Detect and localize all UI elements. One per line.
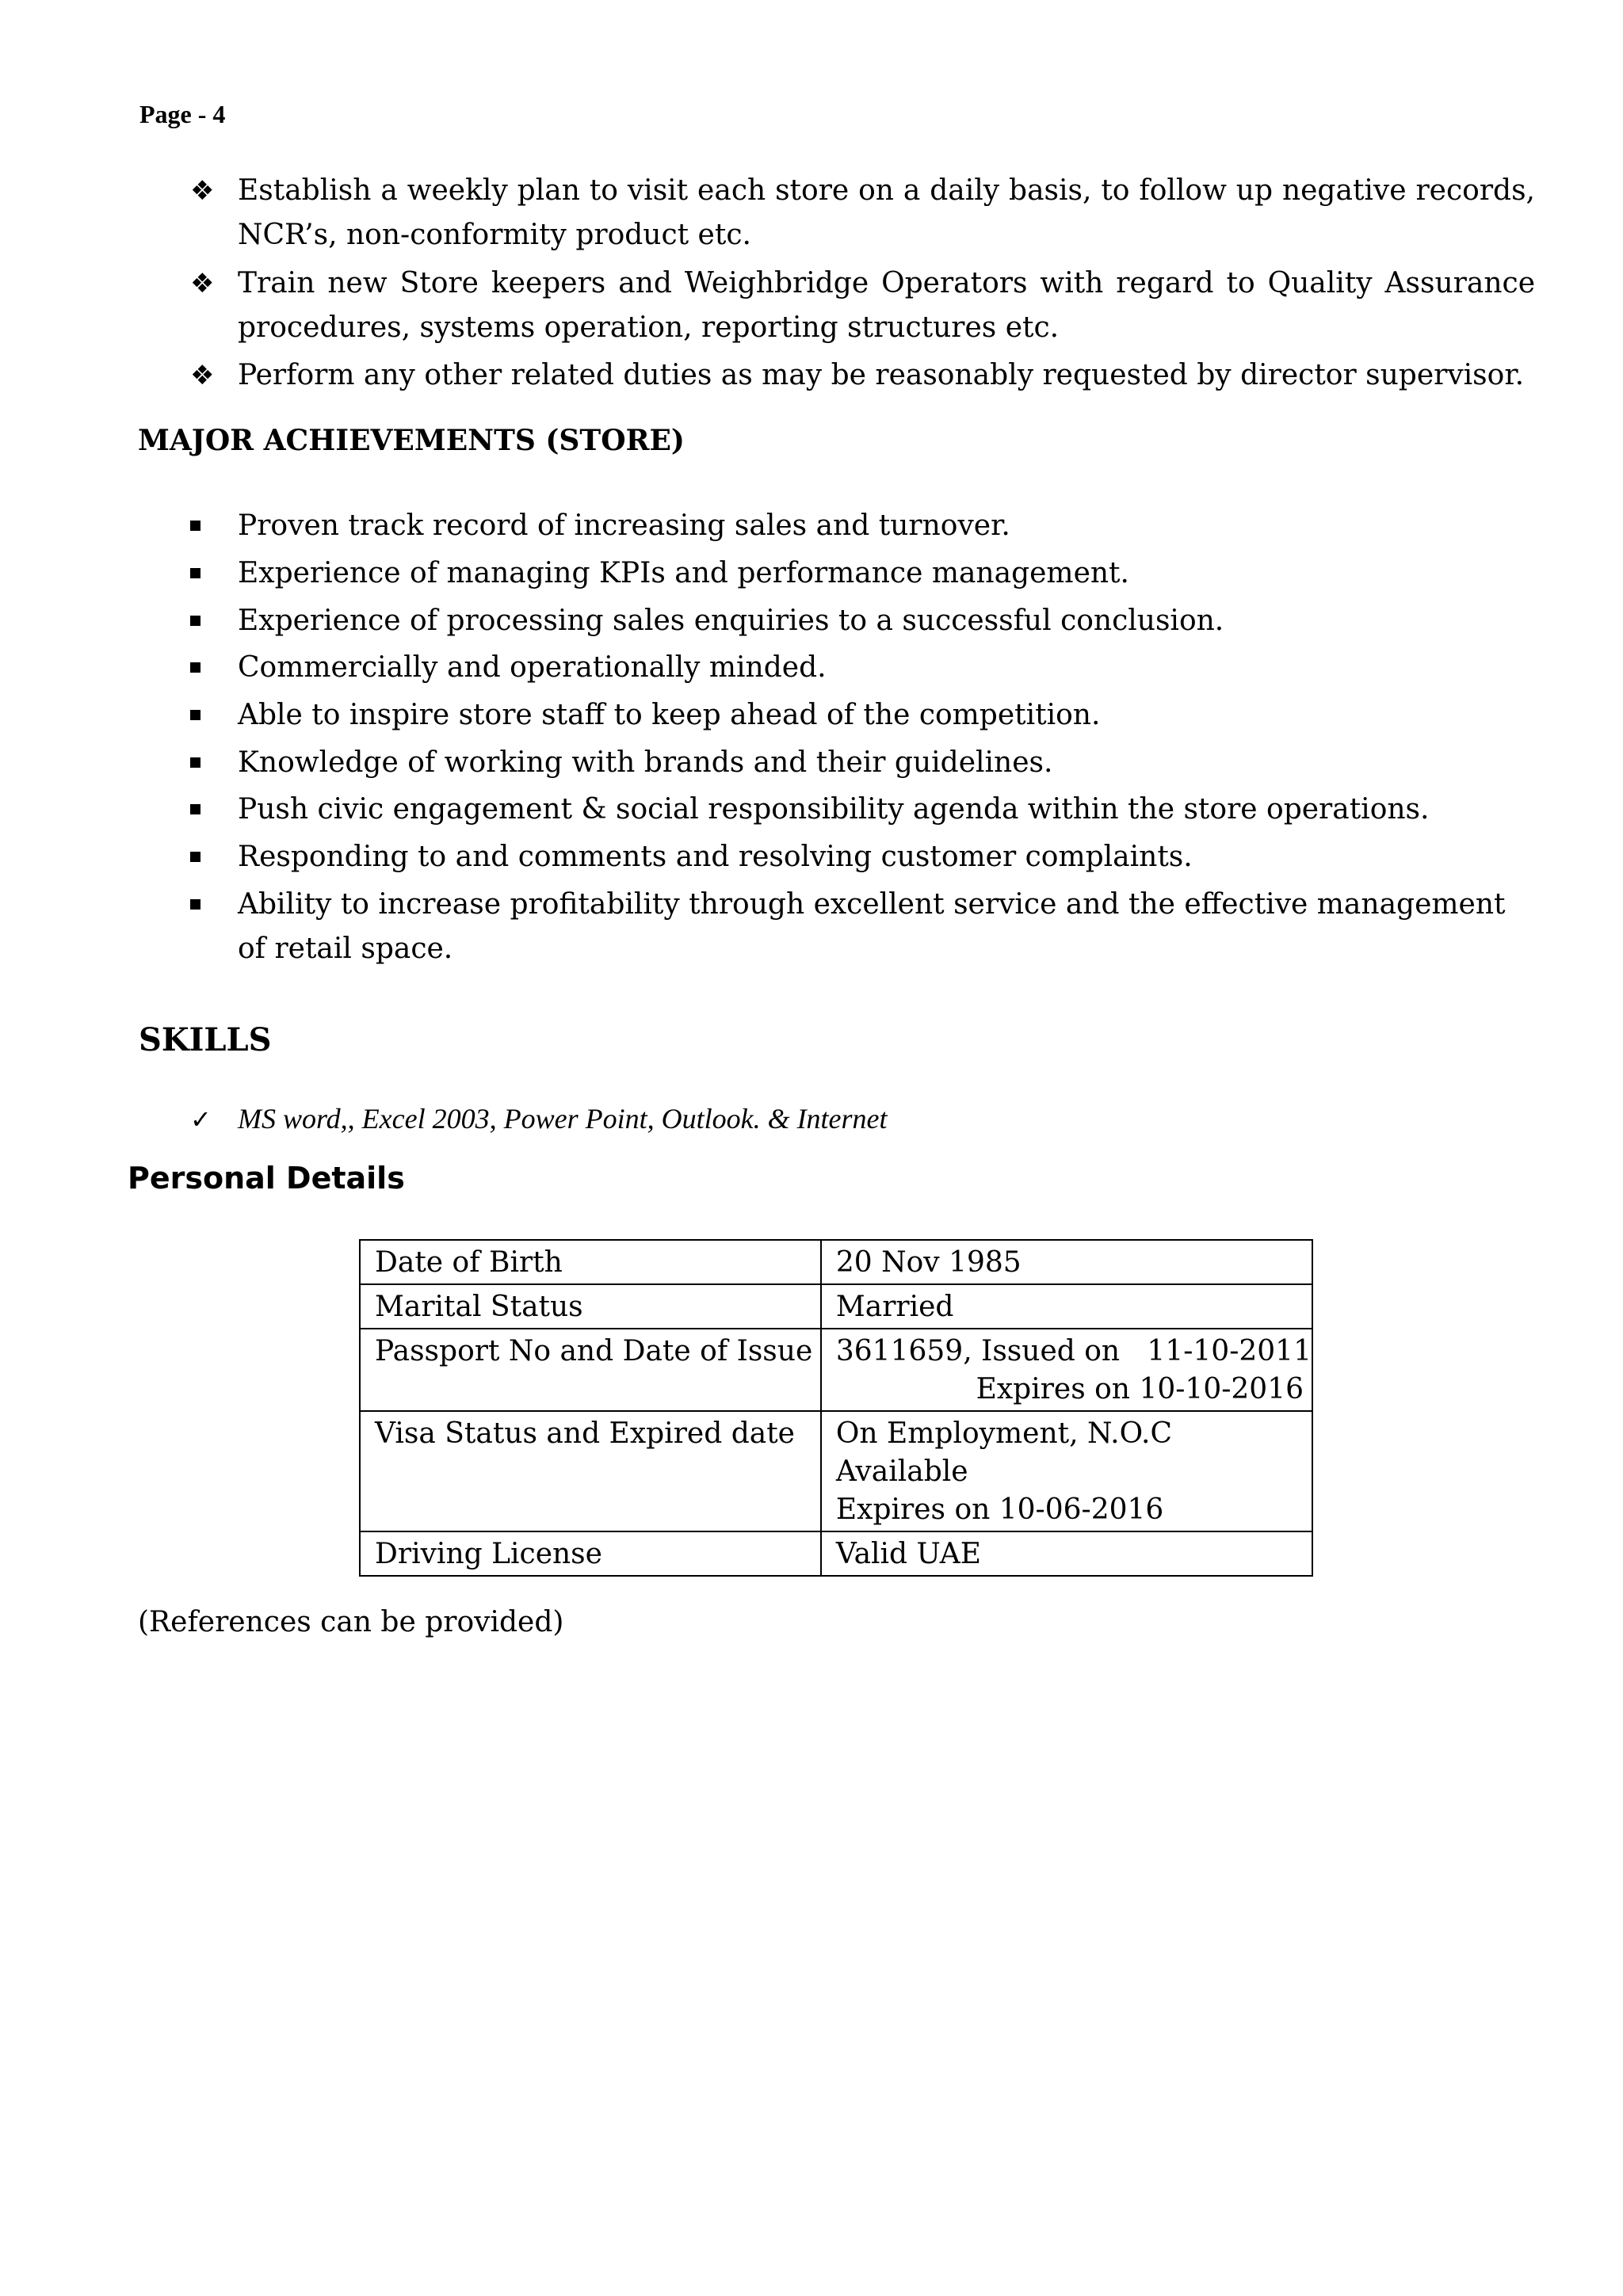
table-row [360, 1240, 1312, 1284]
table-row [360, 1531, 1312, 1576]
row-value: Valid UAE [821, 1531, 1312, 1576]
row-value-secondary: Expires on 10-10-2016 [976, 1373, 1304, 1405]
row-value: 20 Nov 1985 [821, 1240, 1312, 1284]
achievement-text: Able to inspire store staff to keep ahead of the competition. [238, 699, 1101, 731]
personal-details-heading: Personal Details [128, 1161, 405, 1196]
square-bullet-icon [190, 616, 200, 626]
achievement-text: Experience of managing KPIs and performance management. [238, 557, 1129, 589]
square-bullet-icon [190, 710, 200, 720]
achievement-item [190, 551, 1535, 596]
duty-text: Train new Store keepers and Weighbridge Operators with regard to Quality Assurance procedures, systems operation, reporting structures etc. [238, 267, 1535, 344]
row-label: Marital Status [360, 1284, 821, 1329]
page-number: Page - 4 [139, 100, 226, 128]
diamond-bullet-icon: ❖ [190, 360, 215, 391]
diamond-bullet-icon: ❖ [190, 175, 215, 207]
table-row [360, 1329, 1312, 1411]
row-value-cell [821, 1329, 1312, 1411]
achievements-heading: MAJOR ACHIEVEMENTS (STORE) [138, 424, 685, 457]
row-value: Married [821, 1284, 1312, 1329]
square-bullet-icon [190, 568, 200, 578]
square-bullet-icon [190, 852, 200, 862]
row-value-secondary: Expires on 10-06-2016 [835, 1493, 1164, 1526]
skills-heading: SKILLS [139, 1021, 272, 1058]
duty-text: Establish a weekly plan to visit each store on a daily basis, to follow up negative records, NCR’s, non-conformity product etc. [238, 174, 1535, 251]
table-row [360, 1411, 1312, 1531]
duty-item [190, 261, 1535, 350]
duty-text: Perform any other related duties as may be reasonably requested by director supervisor. [238, 359, 1525, 391]
square-bullet-icon [190, 521, 200, 531]
checkmark-icon: ✓ [190, 1104, 212, 1135]
skill-text: MS word,, Excel 2003, Power Point, Outlook. & Internet [238, 1103, 888, 1135]
row-label: Passport No and Date of Issue [360, 1329, 821, 1411]
row-value: On Employment, N.O.C Available [835, 1417, 1173, 1488]
diamond-bullet-icon: ❖ [190, 268, 215, 299]
square-bullet-icon [190, 662, 200, 673]
achievement-text: Experience of processing sales enquiries to a successful conclusion. [238, 605, 1224, 637]
table-row [360, 1284, 1312, 1329]
row-label: Driving License [360, 1531, 821, 1576]
skill-item [190, 1101, 888, 1137]
achievement-text: Knowledge of working with brands and their guidelines. [238, 746, 1053, 779]
personal-details-table [359, 1239, 1313, 1577]
achievement-item [190, 788, 1535, 832]
achievement-text: Ability to increase profitability through excellent service and the effective management of retail space. [238, 888, 1506, 965]
square-bullet-icon [190, 757, 200, 768]
square-bullet-icon [190, 804, 200, 814]
achievement-text: Responding to and comments and resolving customer complaints. [238, 841, 1193, 873]
achievement-item [190, 883, 1535, 971]
achievement-item [190, 835, 1535, 879]
achievement-item [190, 599, 1535, 643]
row-label: Visa Status and Expired date [360, 1411, 821, 1531]
achievement-item [190, 504, 1535, 548]
achievement-text: Commercially and operationally minded. [238, 651, 827, 684]
achievement-item [190, 741, 1535, 785]
duty-item [190, 169, 1535, 257]
achievement-item [190, 646, 1535, 690]
row-value: 3611659, Issued on 11-10-2011 [835, 1335, 1312, 1367]
duty-item [190, 353, 1535, 398]
achievement-item [190, 693, 1535, 738]
achievement-text: Proven track record of increasing sales and turnover. [238, 509, 1010, 542]
achievement-text: Push civic engagement & social responsibility agenda within the store operations. [238, 793, 1430, 826]
row-value-cell [821, 1411, 1312, 1531]
square-bullet-icon [190, 899, 200, 910]
row-label: Date of Birth [360, 1240, 821, 1284]
references-note: (References can be provided) [138, 1606, 564, 1638]
